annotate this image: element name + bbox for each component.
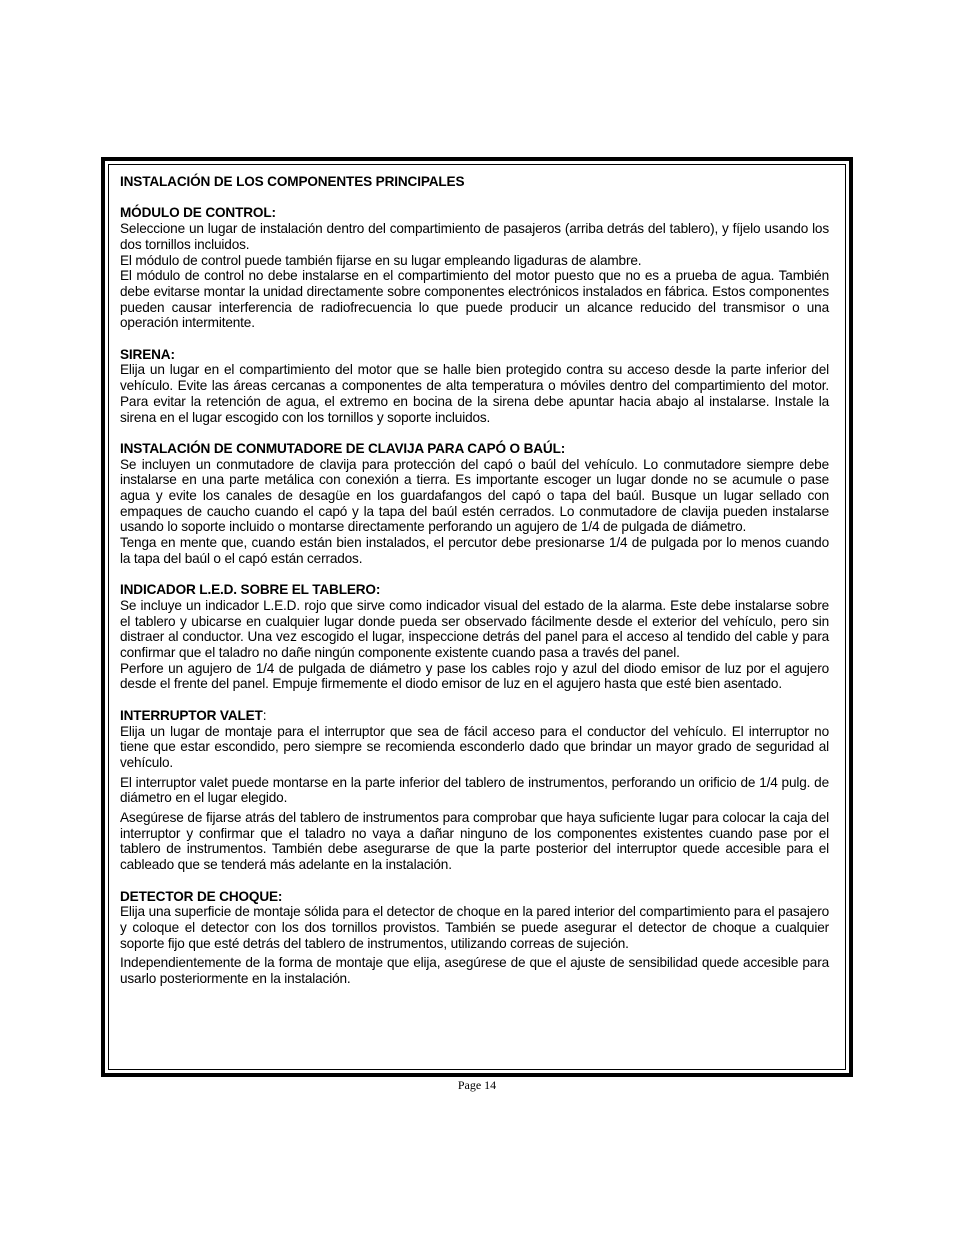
paragraph: Elija una superficie de montaje sólida para el detector de choque en la pared interior del compartimiento para el pasajero y coloque el detector con los dos tornillos provistos. También se puede asegurar el detector de choque a cualquier soporte fijo que esté detrás del tablero de instrumentos, utilizando correas de sujeción. xyxy=(120,904,829,951)
paragraph: Independientemente de la forma de montaje que elija, asegúrese de que el ajuste de sensibilidad quede accesible para usarlo posteriormente en la instalación. xyxy=(120,955,829,987)
page-number: Page 14 xyxy=(457,1078,497,1092)
section-heading-interruptor-valet xyxy=(120,708,829,724)
section-heading-detector-choque: DETECTOR DE CHOQUE: xyxy=(120,888,283,904)
paragraph: El módulo de control no debe instalarse en el compartimiento del motor puesto que no es a prueba de agua. También debe evitarse montar la unidad directamente sobre componentes electrónicos instalados en fábrica. Estos componentes pueden causar interferencia de radiofrecuencia lo que puede producir un alcance reducido del transmisor o una operación intermitente. xyxy=(120,268,829,331)
section-heading-sirena: SIRENA: xyxy=(120,346,175,362)
section-heading-suffix: : xyxy=(262,707,267,723)
paragraph: Se incluye un indicador L.E.D. rojo que sirve como indicador visual del estado de la alarma. Este debe instalarse sobre el tablero y ubicarse en cualquier lugar donde pueda ser observado fácilmente desde el exterior del vehículo, pero sin distraer al conductor. Una vez escogido el lugar, inspeccione detrás del panel para el acceso al tendido del cable y para confirmar que el taladro no dañe ningún componente existente cuando pasa a través del panel. xyxy=(120,597,829,661)
document-title: INSTALACIÓN DE LOS COMPONENTES PRINCIPALES xyxy=(120,174,465,189)
paragraph: Seleccione un lugar de instalación dentro del compartimiento de pasajeros (arriba detrás del tablero), y fíjelo usando los dos tornillos incluidos. xyxy=(120,221,829,252)
section-heading-modulo-control: MÓDULO DE CONTROL: xyxy=(120,205,276,221)
paragraph: Tenga en mente que, cuando están bien instalados, el percutor debe presionarse 1/4 de pulgada por lo menos cuando la tapa del baúl o el capó están cerrados. xyxy=(120,535,829,566)
paragraph: El módulo de control puede también fijarse en su lugar empleando ligaduras de alambre. xyxy=(120,252,642,268)
section-heading-indicador-led: INDICADOR L.E.D. SOBRE EL TABLERO: xyxy=(120,582,381,598)
paragraph: Elija un lugar en el compartimiento del motor que se halle bien protegido contra su acceso desde la parte inferior del vehículo. Evite las áreas cercanas a componentes de alta temperatura o móviles dentro del compartimiento del motor. Para evitar la retención de agua, el extremo en bocina de la sirena debe apuntar hacia abajo al instalarse. Instale la sirena en el lugar escogido con los tornillos y soporte incluidos. xyxy=(120,362,829,425)
section-heading-conmutadore-clavija: INSTALACIÓN DE CONMUTADORE DE CLAVIJA PARA CAPÓ O BAÚL: xyxy=(120,440,566,456)
paragraph: El interruptor valet puede montarse en la parte inferior del tablero de instrumentos, perforando un orificio de 1/4 pulg. de diámetro en el lugar elegido. xyxy=(120,774,829,806)
paragraph: Se incluyen un conmutadore de clavija para protección del capó o baúl del vehículo. Lo conmutadore siempre debe instalarse en una parte metálica con conexión a tierra. Es importante escoger un lugar donde no se acumule o pase agua y evite los canales de desagüe en los guardafangos del capó o tapa del baúl. Busque un lugar sellado con empaques de caucho cuando el capó y la tapa del baúl estén cerrados. Lo conmutadore de clavija pueden instalarse usando lo soporte incluido o montarse directamente perforando un agujero de 1/4 de pulgada de diámetro. xyxy=(120,456,829,535)
paragraph: Asegúrese de fijarse atrás del tablero de instrumentos para comprobar que haya suficiente lugar para colocar la caja del interruptor y confirmar que el taladro no vaya a dañar ninguno de los componentes existentes cuando pase por el tablero de instrumentos. También debe asegurarse de que la parte posterior del interruptor quede accesible para el cableado que se tenderá más adelante en la instalación. xyxy=(120,810,829,873)
paragraph: Elija un lugar de montaje para el interruptor que sea de fácil acceso para el conductor del vehículo. El interruptor no tiene que estar escondido, pero siempre se recomienda esconderlo dado que brindar un mayor grado de seguridad al vehículo. xyxy=(120,723,829,770)
document-body xyxy=(120,174,829,987)
section-heading-text: INTERRUPTOR VALET xyxy=(120,707,263,723)
paragraph: Perfore un agujero de 1/4 de pulgada de diámetro y pase los cables rojo y azul del diodo emisor de luz por el agujero desde el frente del panel. Empuje firmemente el diodo emisor de luz en el agujero hasta que esté bien asentado. xyxy=(120,660,829,692)
